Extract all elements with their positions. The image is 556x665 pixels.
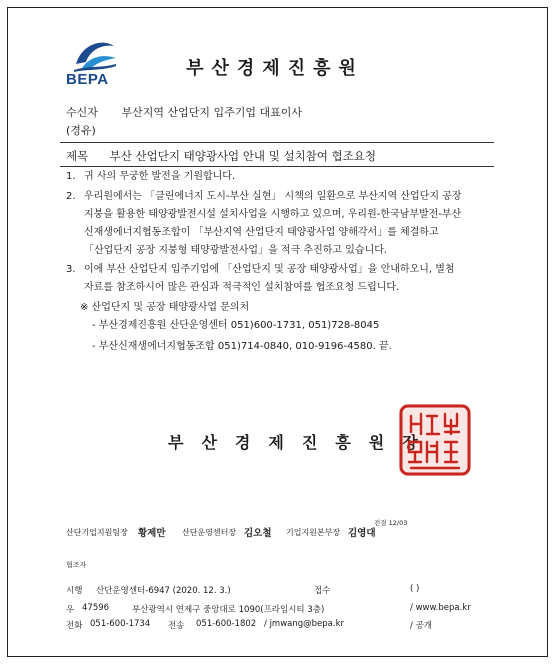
address: 부산광역시 연제구 중앙대로 1090(프라임시티 3층) [132, 605, 325, 615]
approval-date-note: 전결 12/03 [374, 519, 408, 527]
approver-name: 황제만 [138, 528, 166, 539]
paragraph-number: 3. [66, 264, 76, 275]
contact-line: - 부산신재생에너지협동조합 051)714-0840, 010-9196-4580. 끝. [92, 341, 392, 352]
approver-name: 김영대 [348, 528, 376, 539]
contact-line: - 부산경제진흥원 산단운영센터 051)600-1731, 051)728-8045 [92, 320, 380, 331]
zip-code: 47596 [82, 603, 110, 613]
approval-row [66, 527, 496, 541]
paragraph-line: 우리원에서는 「클린에너지 도시-부산 실현」 시책의 일환으로 부산지역 산업단지 공장 [84, 191, 462, 202]
page-title: 부산경제진흥원 [186, 58, 364, 79]
receipt-value: ( ) [410, 584, 420, 594]
approver-title: 산단기업지원팀장 [66, 528, 128, 537]
paragraph-line: 이에 부산 산업단지 입주기업에 「산업단지 및 공장 태양광사업」을 안내하오니, 별첨 [84, 264, 455, 275]
via-label: (경유) [66, 124, 96, 137]
paragraph-line: 귀 사의 무궁한 발전을 기원합니다. [84, 171, 236, 182]
footer-address-row [66, 603, 496, 615]
receipt-label: 접수 [314, 586, 331, 596]
phone-label: 전화 [66, 621, 83, 631]
bepa-logo-icon [72, 38, 118, 72]
phone-number: 051-600-1734 [90, 619, 151, 629]
logo-text: BEPA [66, 71, 109, 88]
paragraph-3 [66, 261, 496, 297]
signer-name: 부산경제진흥원장 [168, 433, 436, 452]
approver-title: 기업지원본부장 [286, 528, 341, 537]
bepa-logo [66, 38, 126, 88]
email-link[interactable]: / jmwang@bepa.kr [264, 619, 344, 629]
inquiry-title: ※ 산업단지 및 공장 태양광사업 문의처 [80, 302, 250, 313]
fax-label: 전송 [168, 621, 185, 631]
enforce-label: 시행 [66, 586, 83, 596]
seal-icon [397, 402, 473, 478]
recipient-label: 수신자 [66, 106, 98, 119]
subject-label: 제목 [66, 149, 89, 163]
paragraph-2 [66, 188, 496, 260]
paragraph-number: 1. [66, 171, 76, 182]
official-seal [397, 402, 473, 478]
website-link[interactable]: / www.bepa.kr [410, 603, 471, 613]
paragraph-line: 자료를 참조하시어 많은 관심과 적극적인 설치참여를 협조요청 드립니다. [84, 282, 400, 293]
zip-label: 우 [66, 605, 75, 615]
footer-enforce-row [66, 584, 496, 596]
divider-subject [60, 166, 494, 167]
paragraph-number: 2. [66, 191, 76, 202]
recipient-row [66, 104, 302, 120]
footer-contact-row [66, 619, 496, 631]
divider-top [60, 142, 494, 143]
subject-value: 부산 산업단지 태양광사업 안내 및 설치참여 협조요청 [109, 149, 376, 163]
enforce-value: 산단운영센터-6947 (2020. 12. 3.) [96, 586, 231, 596]
disclosure-status: / 공개 [410, 621, 432, 631]
cooperator-label: 협조자 [66, 561, 87, 569]
approver-name: 김오철 [244, 528, 272, 539]
paragraph-line: 지붕을 활용한 태양광발전시설 설치사업을 시행하고 있으며, 우리원-한국남부발전-부산 [84, 209, 462, 220]
recipient-value: 부산지역 산업단지 입주기업 대표이사 [121, 106, 303, 119]
approver-title: 산단운영센터장 [182, 528, 237, 537]
paragraph-1 [66, 168, 496, 186]
fax-number: 051-600-1802 [196, 619, 257, 629]
via-row [66, 122, 118, 138]
subject-row [66, 148, 376, 164]
paragraph-line: 신재생에너지협동조합이 「부산지역 산업단지 태양광사업 양해각서」를 체결하고 [84, 227, 439, 238]
paragraph-line: 「산업단지 공장 지붕형 태양광발전사업」을 적극 추진하고 있습니다. [84, 245, 388, 256]
